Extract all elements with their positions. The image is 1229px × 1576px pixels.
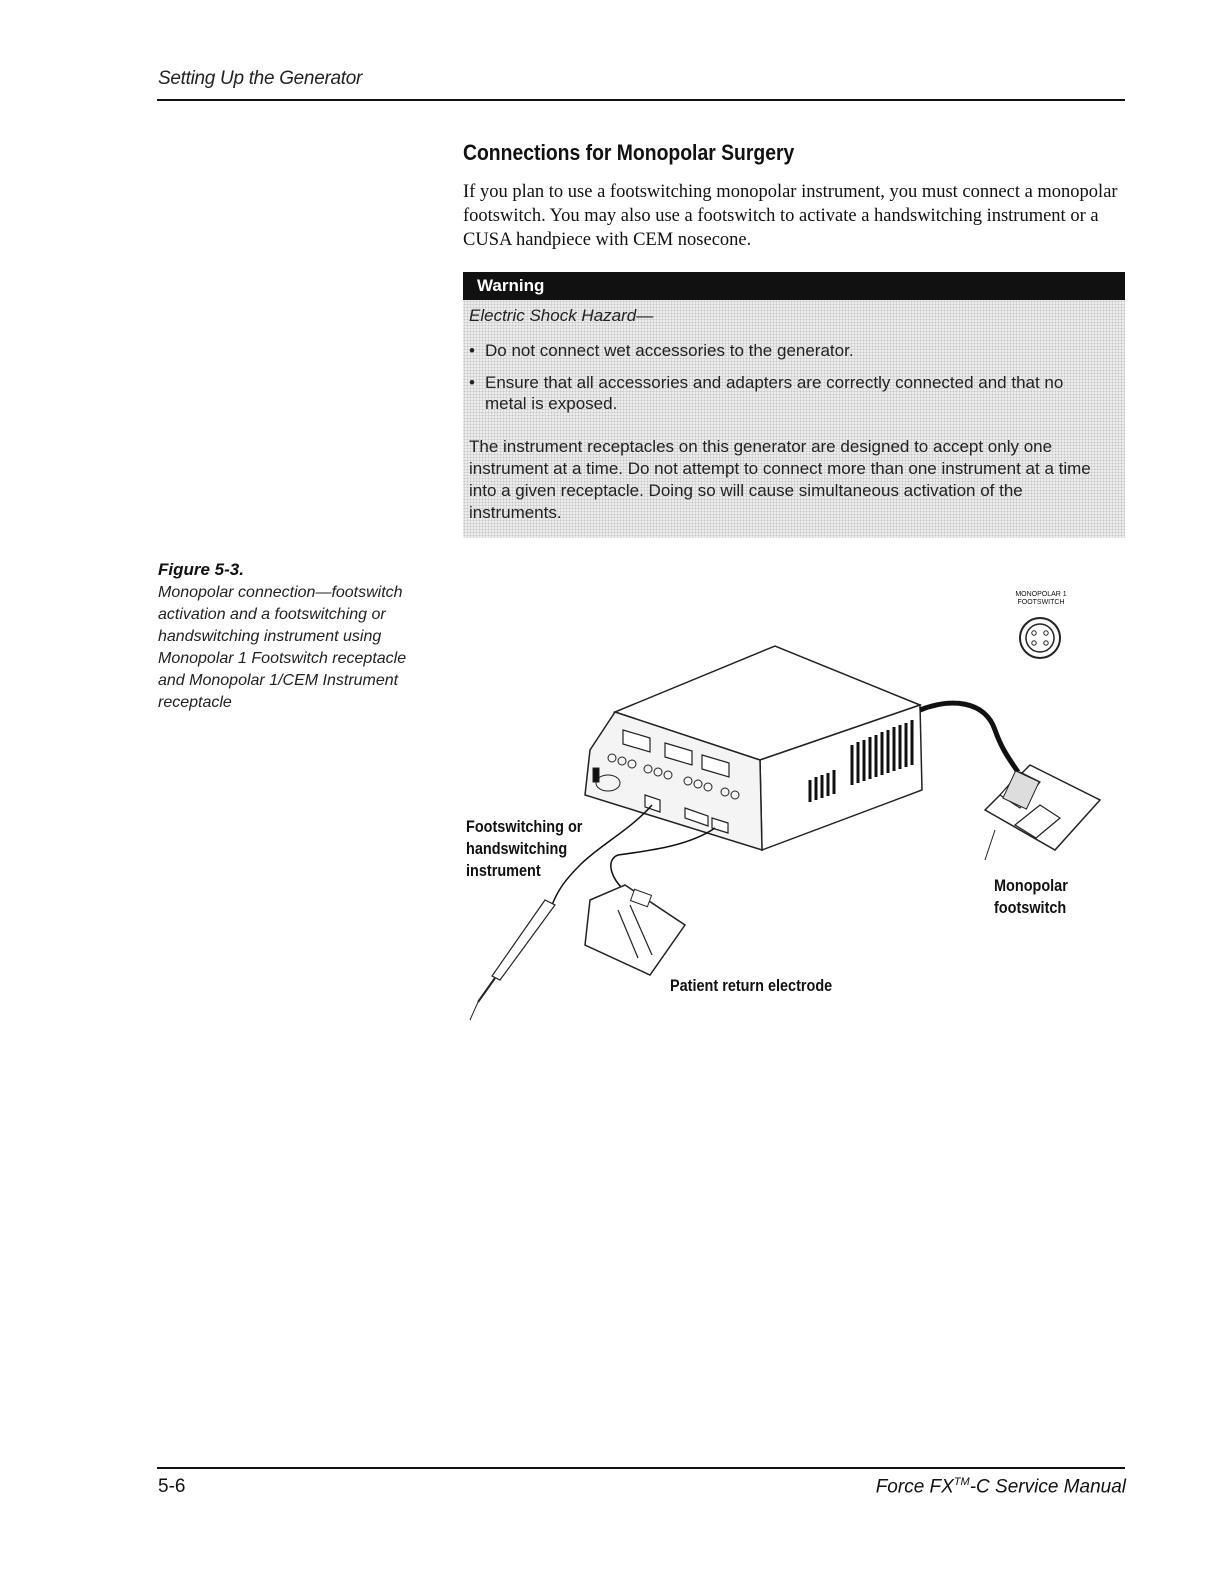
monopolar-connection-diagram: [440, 580, 1140, 1040]
page-number: 5-6: [158, 1476, 186, 1497]
warning-bullet-text: Do not connect wet accessories to the generator.: [485, 341, 854, 360]
warning-bullet-text: Ensure that all accessories and adapters are correctly connected and that no metal is exposed.: [485, 373, 1064, 413]
footer-rule: [157, 1467, 1125, 1469]
warning-banner: Warning: [463, 272, 1125, 300]
return-electrode-pad: [585, 885, 685, 975]
section-title: Connections for Monopolar Surgery: [463, 140, 795, 165]
figure-label: Figure 5-3.: [158, 560, 244, 579]
footswitch-cable: [920, 703, 1018, 772]
bullet-symbol: •: [469, 341, 475, 360]
instrument-pencil-icon: [470, 900, 555, 1020]
bullet-symbol: •: [469, 373, 475, 392]
warning-paragraph: The instrument receptacles on this generator are designed to accept only one instrument at a time. Do not attempt to connect more than one instrument at a time into a given receptacle. Doing so will cause simultaneous activation of the instruments.: [469, 437, 1091, 522]
warning-box: [463, 300, 1125, 538]
manual-title: Force FX™-C Service Manual: [875, 1476, 1126, 1498]
warning-hazard-title: Electric Shock Hazard—: [469, 306, 654, 325]
running-header: Setting Up the Generator: [158, 68, 363, 89]
receptacle-label: MONOPOLAR 1 FOOTSWITCH: [1015, 591, 1067, 606]
warning-bullet: [469, 340, 1109, 361]
electrode-label: Patient return electrode: [670, 976, 833, 995]
header-rule: [157, 99, 1125, 101]
electrode-cable: [611, 828, 715, 895]
intro-paragraph: If you plan to use a footswitching monopolar instrument, you must connect a monopolar footswitch. You may also use a footswitch to activate a handswitching instrument or a CUSA handpiece with CEM nosecone.: [463, 182, 1118, 250]
monopolar-footswitch: [985, 765, 1100, 860]
footswitch-receptacle-icon: [1020, 618, 1060, 658]
footswitch-label: Monopolar footswitch: [994, 876, 1068, 917]
figure-caption: Monopolar connection—footswitch activation and a footswitching or handswitching instrument using Monopolar 1 Footswitch receptacle and Monopolar 1/CEM Instrument receptacle: [158, 584, 407, 711]
warning-bullet: [469, 372, 1109, 414]
instrument-label: Footswitching or handswitching instrument: [466, 817, 583, 880]
